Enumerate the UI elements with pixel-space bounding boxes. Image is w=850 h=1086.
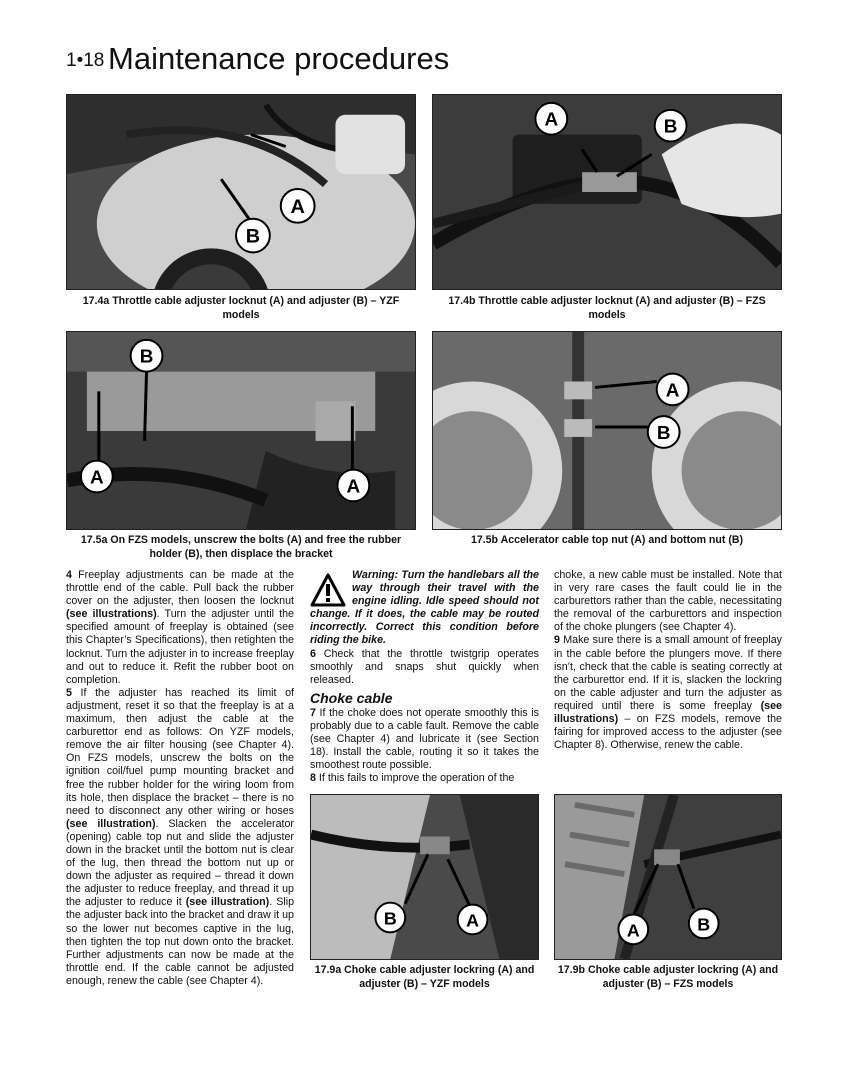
paragraph-9 [554, 634, 782, 752]
label-A: A [626, 920, 640, 941]
step-number: 8 [310, 772, 316, 785]
photo-17-4b [432, 94, 782, 290]
text: If the adjuster has reached its limit of adjustment, reset it so that the freeplay is at a maximum, then adjust the cable at the carburettor end as follows: On YZF models, remove the air filter housing (see Chapter 4). On FZS models, unscrew the bolts on the ignition coil/fuel pump mounting bracket and free the rubber holder for the wiring loom from its hole, then displace the bracket – there is no need to disconnect any other wiring or hoses [66, 686, 294, 817]
paragraph-8 [310, 772, 539, 785]
photo-17-5a [66, 331, 416, 530]
label-A: A [290, 195, 305, 218]
label-B: B [656, 421, 671, 443]
step-number: 5 [66, 686, 72, 699]
label-B: B [383, 908, 397, 929]
label-B: B [139, 345, 154, 367]
step-number: 6 [310, 647, 316, 660]
page-number: 1•18 [66, 50, 105, 71]
text: choke, a new cable must be installed. Note that in very rare cases the fault could lie in the carburettors rather than the cable, necessitating the removal of the carburettors and inspection of the choke plungers (see Chapter 4). [554, 569, 782, 634]
text-column-3 [554, 569, 782, 752]
caption-17-4a: 17.4a Throttle cable adjuster locknut (A) and adjuster (B) – YZF models [82, 295, 400, 321]
paragraph-4 [66, 569, 294, 687]
step-number: 4 [66, 569, 72, 581]
paragraph-5 [66, 687, 294, 988]
text: Make sure there is a small amount of freeplay in the cable before the plungers move. If there isn’t, check that the cable is seating correctly at the carburettor end. If it is, slacken the lockring on the cable adjuster and turn the adjuster as required until there is some freeplay [554, 634, 782, 712]
photo-17-5b [432, 331, 782, 530]
label-B: B [697, 914, 711, 935]
illustration-ref: (see illustrations) [66, 608, 157, 621]
paragraph-7 [310, 707, 539, 772]
illustration-ref: (see illustration) [66, 817, 156, 830]
page-title: Maintenance procedures [108, 41, 450, 76]
illustration-ref: (see illustration) [185, 896, 270, 909]
label-A: A [346, 475, 361, 497]
paragraph-8-cont [554, 569, 782, 634]
warning-text: Warning: Turn the handlebars all the way through their travel with the engine idling. Idle speed should not change. If it does, the cable may be routed incorrectly. Correct this condition before riding the bike. [310, 569, 539, 647]
caption-17-9b: 17.9b Choke cable adjuster lockring (A) and adjuster (B) – FZS models [557, 964, 779, 990]
label-A: A [665, 379, 680, 401]
illustration-ref: (see illustrations) [554, 699, 782, 726]
caption-17-4b: 17.4b Throttle cable adjuster locknut (A) and adjuster (B) – FZS models [448, 295, 766, 321]
label-B: B [663, 115, 678, 137]
paragraph-6 [310, 648, 539, 687]
label-A: A [544, 108, 559, 130]
text: . Slip the adjuster back into the bracket and draw it up so the lower nut becomes captive in the lug, then tighten the top nut down onto the bracket. Further adjustments can now be made at the throttle end. If the cable cannot be adjusted enough, renew the cable (see Chapter 4). [66, 896, 295, 987]
text: . Turn the adjuster until the specified amount of freeplay is obtained (see this Chapter’s Specifications), then retighten the locknut. Turn the adjuster in to increase freeplay and out to reduce it. Refit the rubber boot on completion. [66, 608, 294, 686]
warning-box [310, 569, 539, 648]
step-number: 9 [554, 634, 560, 647]
caption-17-9a: 17.9a Choke cable adjuster lockring (A) and adjuster (B) – YZF models [314, 964, 535, 990]
photo-17-9a [310, 794, 539, 960]
caption-17-5a: 17.5a On FZS models, unscrew the bolts (A) and free the rubber holder (B), then displace the bracket [80, 534, 402, 560]
text: . Slacken the accelerator (opening) cable top nut and slide the adjuster down in the bracket until the bottom nut is clear of the lug, then thread the bottom nut up or down the adjuster as required – thread it down the adjuster to reduce freeplay, and thread it up the adjuster to reduce it [66, 817, 294, 909]
text: Check that the throttle twistgrip operates smoothly and snaps shut quickly when released. [310, 647, 539, 686]
text: If this fails to improve the operation of the [315, 772, 515, 785]
text: Freeplay adjustments can be made at the throttle end of the cable. Pull back the rubber cover on the adjuster, then loosen the locknut [66, 569, 294, 608]
label-B: B [245, 225, 261, 248]
photo-17-9b [554, 794, 782, 960]
text: – on FZS models, remove the fairing for improved access to the adjuster (see Chapter 8). Otherwise, renew the cable. [554, 713, 782, 752]
text: If the choke does not operate smoothly this is probably due to a cable fault. Remove the cable (see Chapter 4) and lubricate it (see Section 18). Install the cable, routing it so it takes the smoothest route possible. [310, 706, 539, 772]
step-number: 7 [310, 706, 316, 719]
photo-17-4a [66, 94, 416, 290]
label-A: A [466, 910, 480, 931]
text-column-2 [310, 569, 539, 786]
warning-triangle-icon [310, 573, 346, 607]
section-heading: Choke cable [310, 689, 393, 706]
label-A: A [90, 466, 104, 488]
text-column-1 [66, 569, 294, 988]
caption-17-5b: 17.5b Accelerator cable top nut (A) and bottom nut (B) [470, 534, 744, 546]
